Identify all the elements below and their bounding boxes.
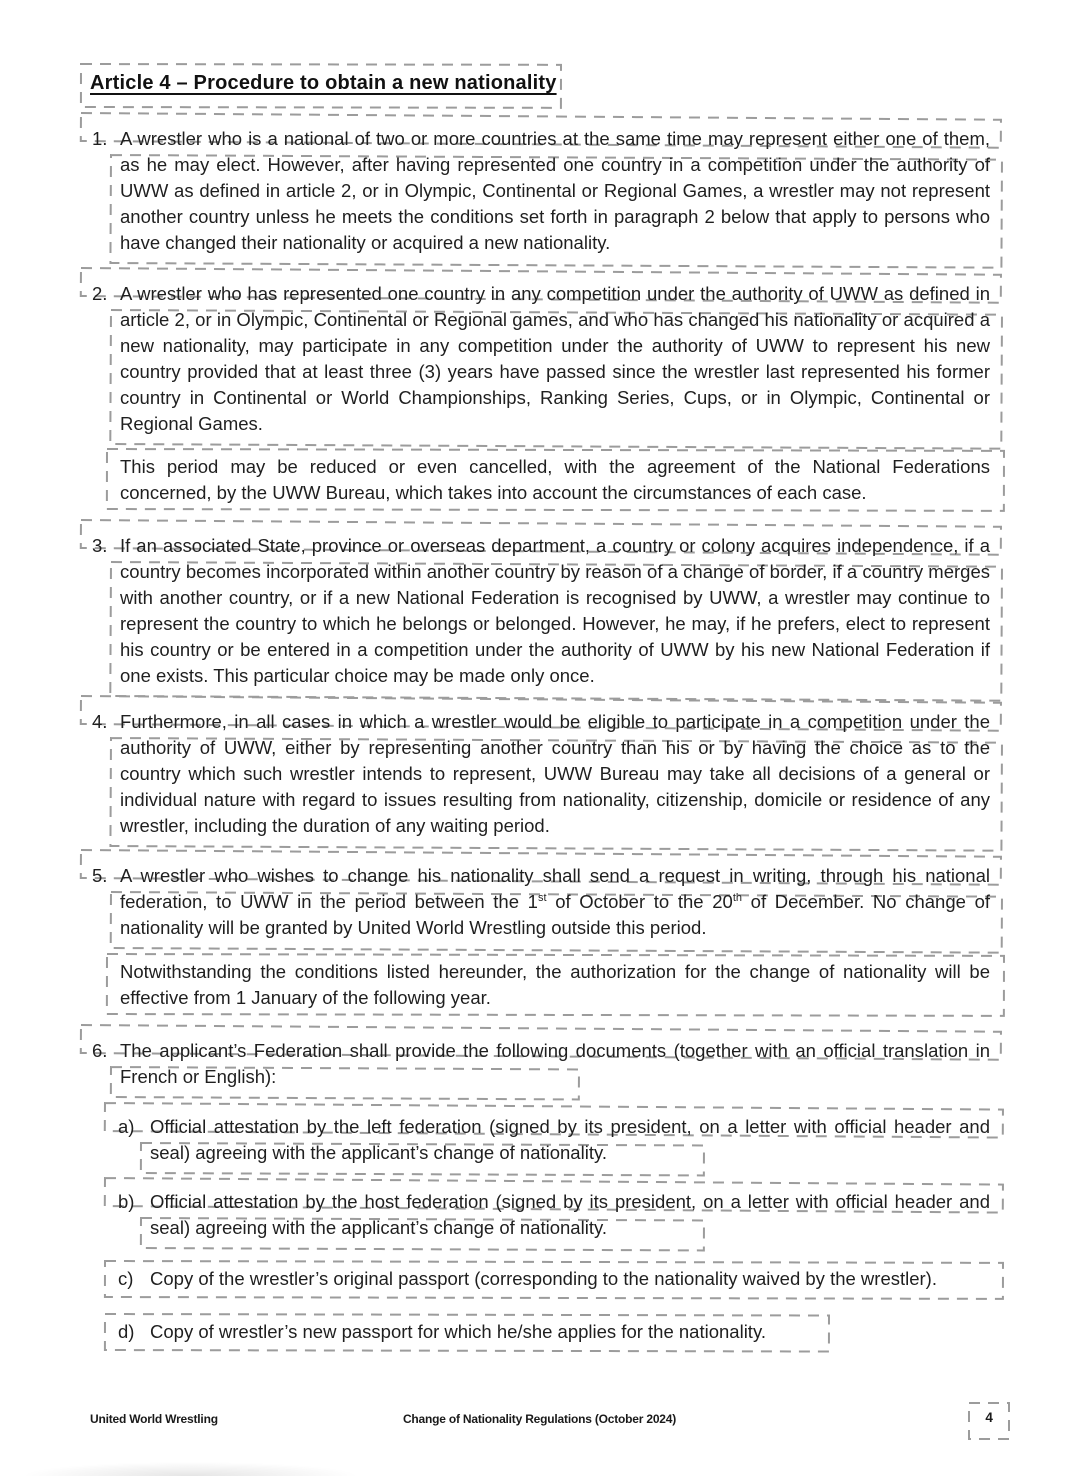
- subitem-text: Copy of wrestler’s new passport for which he/she applies for the nationality.: [150, 1321, 766, 1342]
- subitem-text: Official attestation by the host federation (signed by its president, on a letter with official header and seal) agreeing with the applicant’s change of nationality.: [150, 1191, 990, 1238]
- subitem-b: [90, 1189, 990, 1241]
- superscript-st: st: [537, 891, 547, 904]
- page-edge-shadow: [0, 1450, 1079, 1476]
- subitem-letter: d): [118, 1321, 135, 1342]
- page-footer: [0, 1408, 1079, 1442]
- paragraph-6: [90, 1038, 990, 1090]
- paragraph-number: 2.: [92, 283, 108, 304]
- paragraph-3: [90, 533, 990, 689]
- subitem-text: Copy of the wrestler’s original passport (corresponding to the nationality waived by the wrestler).: [150, 1268, 937, 1289]
- subitem-a: [90, 1114, 990, 1166]
- paragraph-text: Furthermore, in all cases in which a wrestler would be eligible to participate in a competition under the authority of UWW, either by representing another country than his or by having the choice as to the country which such wrestler intends to represent, UWW Bureau may take all decisions of a general or individual nature with regard to issues resulting from nationality, citizenship, domicile or residence of any wrestler, including the duration of any waiting period.: [120, 711, 990, 836]
- paragraph-number: 1.: [92, 128, 108, 149]
- paragraph-text: A wrestler who is a national of two or more countries at the same time may represent either one of them, as he may elect. However, after having represented one country in a competition under the authority of UWW as defined in article 2, or in Olympic, Continental or Regional Games, a wrestler may not represent another country unless he meets the conditions set forth in paragraph 2 below that apply to persons who have changed their nationality or acquired a new nationality.: [120, 128, 990, 253]
- paragraph-5: [90, 863, 990, 941]
- superscript-th: th: [732, 891, 743, 904]
- paragraph-1: [90, 126, 990, 256]
- paragraph-number: 6.: [92, 1040, 108, 1061]
- footer-left: United World Wrestling: [90, 1412, 218, 1426]
- paragraph-text: The applicant’s Federation shall provide the following documents (together with an official translation in French or English):: [120, 1040, 990, 1087]
- paragraph-2: [90, 281, 990, 437]
- paragraph-number: 3.: [92, 535, 108, 556]
- subitem-d: [90, 1319, 990, 1345]
- paragraph-text: If an associated State, province or overseas department, a country or colony acquires independence, if a country becomes incorporated within another country by reason of a change of border, if a country merges with another country, or if a new National Federation is recognised by UWW, a wrestler may continue to represent the country to which he belongs or belonged. However, he may, if he prefers, elect to represent his country or be entered in a competition under the authority of UWW by his new National Federation if one exists. This particular choice may be made only once.: [120, 535, 990, 686]
- paragraph-2-continuation: [90, 454, 990, 506]
- subitem-letter: b): [118, 1191, 135, 1212]
- subitem-c: [90, 1266, 990, 1292]
- paragraph-4: [90, 709, 990, 839]
- page-number: 4: [985, 1410, 993, 1425]
- footer-center: Change of Nationality Regulations (October 2024): [402, 1412, 677, 1426]
- paragraph-number: 5.: [92, 865, 108, 886]
- subitem-text: Official attestation by the left federation (signed by its president, on a letter with official header and seal) agreeing with the applicant’s change of nationality.: [150, 1116, 990, 1163]
- paragraph-text: A wrestler who has represented one country in any competition under the authority of UWW as defined in article 2, or in Olympic, Continental or Regional games, and who has changed his nationality or acquired a new nationality, may participate in any competition under the authority of UWW to represent his new country provided that at least three (3) years have passed since the wrestler last represented his former country in Continental or World Championships, Ranking Series, Cups, or in Olympic, Continental or Regional Games.: [120, 283, 990, 434]
- paragraph-text: This period may be reduced or even cancelled, with the agreement of the National Federations concerned, by the UWW Bureau, which takes into account the circumstances of each case.: [120, 456, 990, 503]
- subitem-letter: a): [118, 1116, 135, 1137]
- paragraph-number: 4.: [92, 711, 108, 732]
- paragraph-text: Notwithstanding the conditions listed hereunder, the authorization for the change of nationality will be effective from 1 January of the following year.: [120, 961, 990, 1008]
- subitem-letter: c): [118, 1268, 134, 1289]
- article-title: Article 4 – Procedure to obtain a new nationality: [90, 72, 557, 94]
- paragraph-5-continuation: [90, 959, 990, 1011]
- paragraph-text: A wrestler who wishes to change his nationality shall send a request in writing, through his national federation, to UWW in the period between the 1st of October to the 20th of December. No change of nationality will be granted by United World Wrestling outside this period.: [120, 865, 991, 938]
